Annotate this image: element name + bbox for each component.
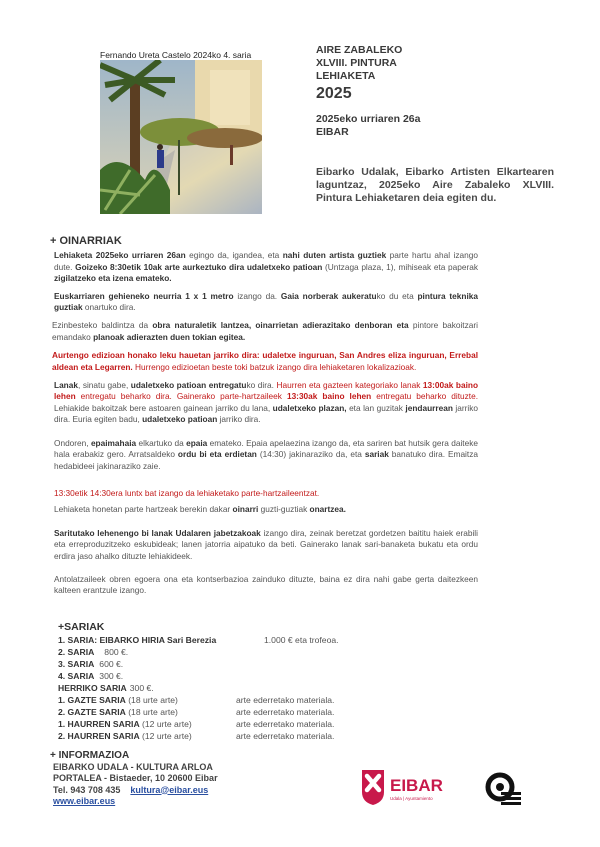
info-section (50, 750, 218, 808)
text-run: emateko. Epaia apelaezina izango da, eta sariren bat hutsik gera daiteke hala erabakiz gero. Arratsaldeko (54, 437, 478, 460)
rules-section (50, 235, 479, 597)
text-run: , sinatu gabe, (77, 380, 131, 391)
text-run: Antolatzaileek obren egoera ona eta kontserbazioa zainduko dituzte, baina ez dira nahi gabe gerta daitezkeen kalteen erantzule izango. (54, 573, 478, 596)
text-run: elkartuko da (136, 437, 187, 448)
prize-note: (18 urte arte) (125, 695, 178, 705)
prize-value: 600 €. (99, 659, 124, 669)
prize-name: 2. GAZTE SARIA (58, 707, 126, 717)
prize-name: 4. SARIA (58, 671, 95, 681)
text-run: Lanak (54, 380, 78, 391)
text-run: izango da. (233, 290, 281, 301)
text-run: Lehiaketa honetan parte hartzeak berekin dakar (54, 504, 233, 515)
text-run: Lehiaketa 2025eko urriaren 26an (54, 250, 186, 261)
text-run: entregatu beharko dira. Gainerako parte-hartzaileek (75, 391, 287, 402)
prize-value: arte ederretako materiala. (236, 719, 335, 729)
prize-row (58, 694, 339, 706)
text-run: Ezinbesteko baldintza da (52, 320, 153, 331)
text-run: Goizeko 8:30etik 10ak arte aurkeztuko dira udaletxeko patioan (75, 261, 323, 272)
prize-row (58, 718, 339, 730)
info-heading: + INFORMAZIOA (50, 750, 130, 761)
prize-value: 1.000 € eta trofeoa. (264, 635, 339, 645)
text-run: ko dira. (246, 380, 277, 391)
text-run: 13:30etik 14:30era luntx bat izango da lehiaketako parte-hartzaileentzat. (54, 487, 320, 498)
intro-text: Eibarko Udalak, Eibarko Artisten Elkartearen laguntzaz, 2025eko Aire Zabaleko XLVIII. Pintura Lehiaketaren deia egiten du. (316, 166, 554, 204)
prize-name: 1. HAURREN SARIA (58, 719, 140, 729)
rules-paragraph (54, 250, 478, 284)
text-run: Gaia norberak aukeratu (280, 290, 377, 301)
text-run: Lehiakide bakoitzak bere astoaren gainean jarriko du lana, (54, 402, 273, 413)
text-run: oinarri (232, 504, 259, 515)
text-run: epaia (186, 437, 208, 448)
prize-row (58, 646, 339, 658)
rules-paragraph (54, 528, 478, 562)
rules-paragraph (52, 350, 478, 373)
text-run: obra naturaletik lantzea, oinarrietan adierazitako denboran eta (152, 320, 409, 331)
rules-paragraph (54, 291, 478, 314)
rules-heading: + OINARRIAK (50, 235, 122, 247)
text-run: entregatu beharko dituzte. (371, 391, 478, 402)
rules-paragraph (54, 504, 478, 515)
prize-value: arte ederretako materiala. (236, 695, 335, 705)
prize-value: arte ederretako materiala. (236, 707, 335, 717)
text-run: jarriko dira. (217, 414, 261, 425)
eibar-logo-subtitle: Udala | Ayuntamiento (390, 796, 433, 801)
text-run: Hurrengo edizioetan beste toki batzuk izango dira lehiaketaren lokalizazioak. (132, 361, 417, 372)
prize-value: 300 €. (99, 671, 124, 681)
prize-value: 300 €. (129, 683, 154, 693)
painting-image (100, 60, 262, 214)
text-run: 13:30ak baino lehen (286, 391, 372, 402)
text-run: ordu bi eta erdietan (177, 449, 257, 460)
text-run: Ondoren, (54, 437, 91, 448)
eibar-logo-text: EIBAR (390, 776, 443, 795)
prize-name: 1. GAZTE SARIA (58, 695, 126, 705)
text-run: sariak (364, 449, 389, 460)
text-run: Haurren eta gazteen kategoriako lanak (276, 380, 423, 391)
prize-name: 2. SARIA (58, 647, 95, 657)
text-run: jendaurrean (405, 402, 453, 413)
text-run: (Untzaga plaza, 1), mihiseak eta paperak (322, 261, 478, 272)
text-run: parte hartu ahal izango dute. (54, 250, 478, 272)
prize-row (58, 682, 339, 694)
prize-name: 2. HAURREN SARIA (58, 731, 140, 741)
prize-value: arte ederretako materiala. (236, 731, 335, 741)
text-run: egingo da, igandea, eta (185, 250, 283, 261)
text-run: guzti-guztiak (258, 504, 310, 515)
prize-name: HERRIKO SARIA (58, 683, 127, 693)
prize-note: (12 urte arte) (139, 719, 192, 729)
text-run: Aurtengo edizioan honako leku hauetan jarriko dira: udaletxe inguruan, San Andres eliza inguruan, Errebal aldean eta Legarren. (52, 350, 478, 372)
rules-paragraph (54, 574, 478, 597)
title-line: LEHIAKETA (316, 70, 376, 82)
title-line: XLVIII. PINTURA (316, 57, 397, 69)
event-date: 2025eko urriaren 26a (316, 113, 421, 125)
text-run: onartzea. (309, 504, 346, 515)
text-run: udaletxeko plazan, (272, 402, 347, 413)
prize-row (58, 634, 339, 646)
artist-association-logo (485, 770, 525, 806)
text-run: banatuko dira. Emaitza hedabideei jakinaraziko zaie. (54, 449, 478, 471)
rules-paragraph (52, 320, 478, 343)
prize-name: 3. SARIA (58, 659, 95, 669)
rules-paragraph (54, 488, 478, 499)
text-run: pintura teknika guztiak (54, 290, 478, 313)
text-run: jarriko dira. Euria egiten badu, (54, 402, 478, 425)
text-run: Saritutako lehenengo bi lanak Udalaren jabetzakoak (54, 527, 261, 538)
prize-name: 1. SARIA: EIBARKO HIRIA Sari Berezia (58, 635, 217, 645)
text-run: planoak adierazten duen tokian egitea. (93, 331, 246, 342)
text-run: Euskarriaren gehieneko neurria 1 x 1 metro (54, 290, 234, 301)
prize-note: (12 urte arte) (139, 731, 192, 741)
prize-row (58, 730, 339, 742)
text-run: eta lan guzitak (346, 402, 406, 413)
title-block (316, 44, 421, 139)
text-run: pintore bakoitzari emandako (52, 320, 478, 342)
prize-row (58, 658, 339, 670)
eibar-logo (360, 768, 480, 806)
title-year: 2025 (316, 85, 352, 102)
text-run: (14:30) jakinaraziko da, eta (256, 449, 365, 460)
rules-paragraph (54, 380, 478, 426)
info-phone: Tel. 943 708 435 (53, 784, 121, 795)
rules-paragraph (54, 438, 478, 472)
text-run: epaimahaia (90, 437, 137, 448)
prize-row (58, 670, 339, 682)
prize-value: 800 €. (104, 647, 129, 657)
text-run: zigilatzeko eta izena emateko. (54, 273, 172, 284)
text-run: izango dira, zeinak beretzat gordetzen baititu haiek erabili eta erreproduzitzeko eskubideak; lanen jatorria aipatuko da beti. Gainerako lanak sari-banaketa bukatu eta ordu erdira jaso ahalko dituzte lehiakideek. (54, 527, 478, 561)
event-place: EIBAR (316, 126, 349, 138)
painting-caption: Fernando Ureta Castelo 2024ko 4. saria (100, 50, 252, 60)
text-run: udaletxeko patioan entregatu (130, 380, 247, 391)
text-run: ko du eta (376, 290, 418, 301)
prizes-heading: +SARIAK (58, 621, 105, 633)
title-line: AIRE ZABALEKO (316, 44, 403, 56)
prizes-section (58, 621, 339, 742)
text-run: nahi duten artista guztiek (282, 250, 387, 261)
text-run: onartuko dira. (82, 302, 136, 313)
text-run: udaletxeko patioan (142, 414, 218, 425)
website-link[interactable]: www.eibar.eus (53, 796, 116, 806)
prize-note: (18 urte arte) (125, 707, 178, 717)
prize-row (58, 706, 339, 718)
email-link[interactable]: kultura@eibar.eus (130, 784, 209, 795)
text-run: 13:00ak baino lehen (54, 380, 479, 402)
info-address: PORTALEA - Bistaeder, 10 20600 Eibar (53, 773, 218, 783)
info-org: EIBARKO UDALA - KULTURA ARLOA (53, 761, 213, 772)
